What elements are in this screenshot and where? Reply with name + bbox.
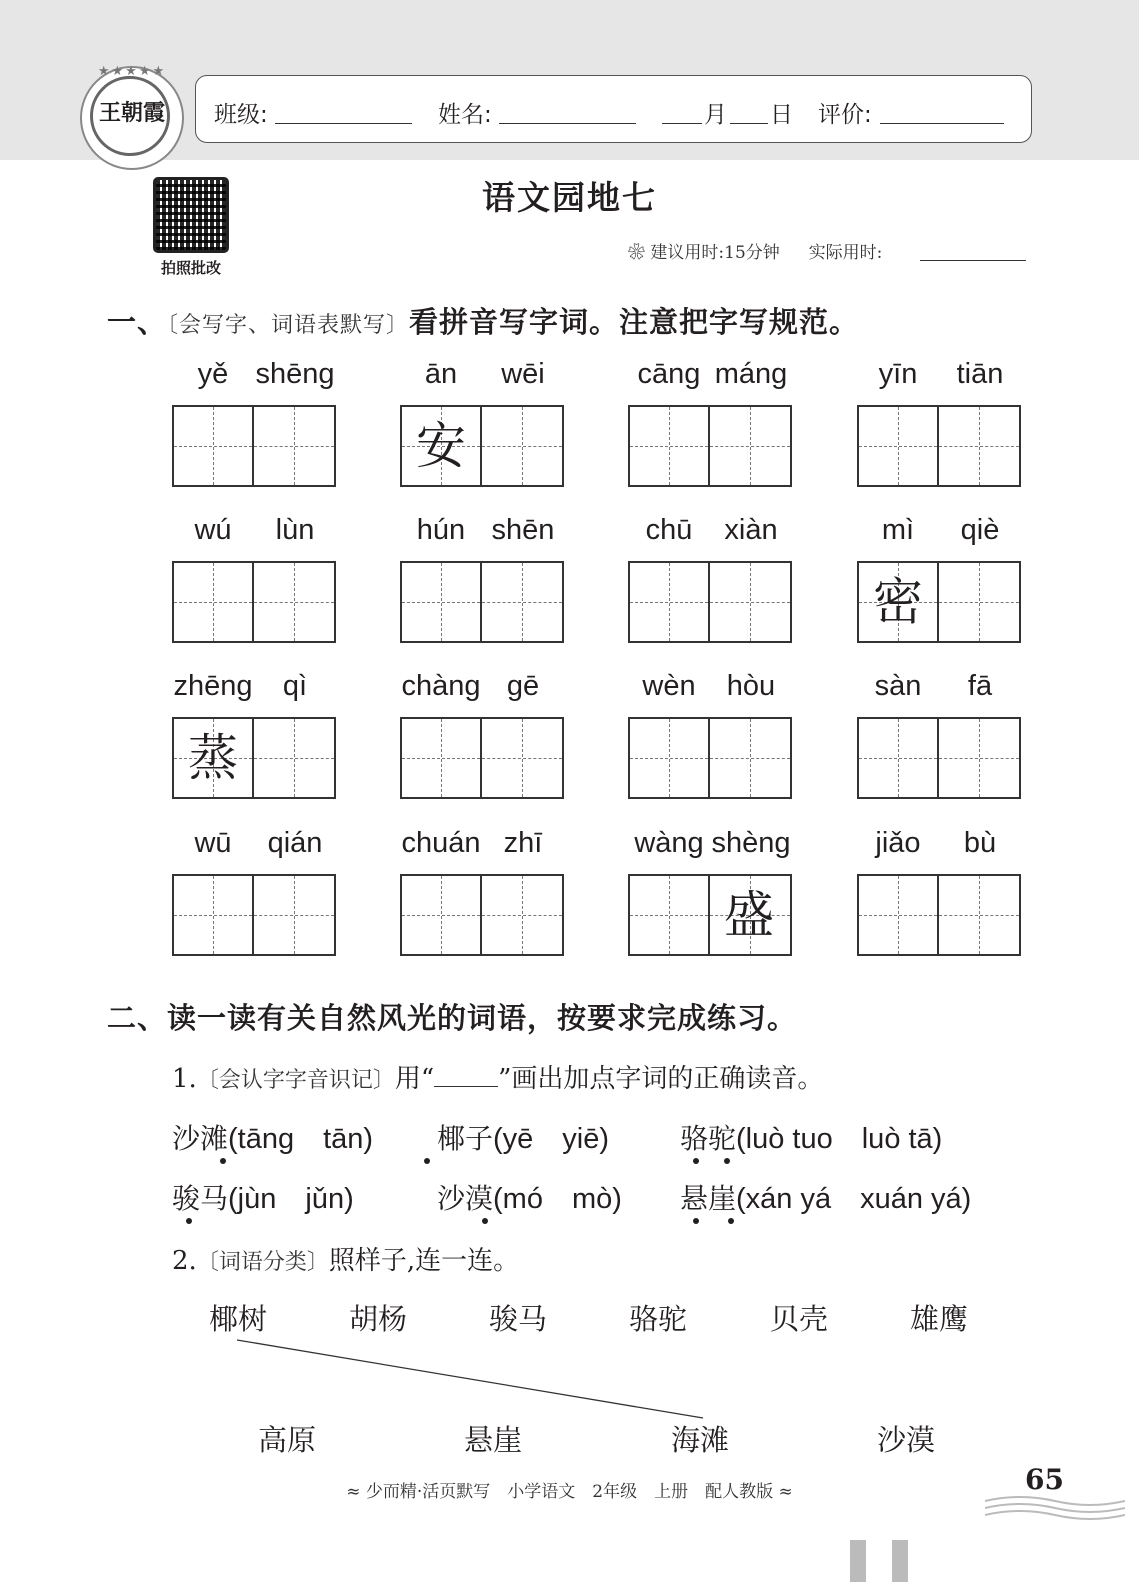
pinyin-label: wū [194,827,232,859]
pinyin-label: wēi [501,358,545,390]
match-bottom-word[interactable]: 沙漠 [876,1423,935,1457]
section2-number: 二、 [107,1001,168,1035]
match-top-word[interactable]: 骆驼 [628,1302,687,1336]
pinyin-label: ān [424,358,458,390]
pinyin-options[interactable]: (xán yá xuán yá) [736,1183,972,1215]
binding-mark [892,1540,908,1582]
pinyin-label: zhēng [173,670,253,702]
match-top-word[interactable]: 骏马 [488,1302,547,1336]
pinyin-label: shēn [491,514,555,546]
binding-mark [850,1540,866,1582]
pinyin-options[interactable]: (luò tuo luò tā) [736,1123,943,1155]
pinyin-label: lùn [275,514,315,546]
q2-tag: 〔词语分类〕 [196,1250,329,1275]
q1-text-b: ”画出加点字词的正确读音。 [498,1064,824,1094]
section2-instruction: 读一读有关自然风光的词语，按要求完成练习。 [167,1001,798,1035]
q1-tag: 〔会认字字音识记〕 [196,1068,395,1093]
pinyin-label: jiǎo [875,827,921,859]
page-title: 语文园地七 [482,178,657,217]
pinyin-label: fā [967,670,993,702]
q1-text-a: 用“ [394,1064,435,1094]
pinyin-label: qì [282,670,308,702]
pinyin-label: zhī [503,827,543,859]
pinyin-options[interactable]: (tāng tān) [228,1123,374,1155]
pinyin-label: shèng [711,827,791,859]
match-top-word[interactable]: 胡杨 [348,1302,407,1336]
q2-text: 照样子,连一连。 [328,1246,520,1276]
day-label: 日 [770,102,793,128]
flower-icon: ❀ [628,243,645,263]
pinyin-label: wú [194,514,232,546]
star-icon: ★★★★★ [97,64,167,79]
logo-text: 王朝霞 [98,100,165,126]
pinyin-options[interactable]: (jùn jǔn) [228,1183,354,1215]
pinyin-label: bù [963,827,997,859]
wave-decoration-icon [985,1493,1125,1523]
pinyin-label: shēng [255,358,335,390]
suggested-time: 建议用时:15分钟 [650,243,780,263]
section1-number: 一、 [107,305,168,339]
pinyin-label: hòu [726,670,776,702]
page-number: 65 [1025,1463,1064,1496]
pinyin-label: chuán [401,827,481,859]
pinyin-options[interactable]: (mó mò) [493,1183,622,1215]
class-label: 班级: [214,102,268,128]
month-label: 月 [704,102,727,128]
dotted-word: 椰子 [437,1122,494,1155]
pinyin-label: xiàn [724,514,778,546]
pinyin-label: qiè [960,514,1000,546]
pinyin-options[interactable]: (yē yiē) [493,1123,610,1155]
pinyin-label: tiān [956,358,1004,390]
dotted-word: 骆驼 [680,1122,737,1155]
given-character: 安 [416,417,466,475]
match-top-word[interactable]: 贝壳 [769,1302,828,1336]
given-character: 密 [873,573,923,631]
dotted-word: 沙漠 [437,1182,494,1215]
dotted-word: 悬崖 [680,1182,737,1215]
q2-number: 2. [172,1246,197,1276]
eval-label: 评价: [818,102,872,128]
footer-text: ≈ 少而精·活页默写 小学语文 2年级 上册 配人教版 ≈ [346,1482,793,1502]
match-top-word[interactable]: 雄鹰 [909,1302,968,1336]
dotted-word: 沙滩 [172,1122,229,1155]
match-top-word[interactable]: 椰树 [208,1302,267,1336]
pinyin-label: cāng [637,358,701,390]
q1-number: 1. [172,1064,197,1094]
pinyin-label: qián [267,827,323,859]
match-bottom-word[interactable]: 悬崖 [463,1423,522,1457]
pinyin-label: chū [645,514,693,546]
pinyin-label: wèn [642,670,696,702]
section1-tag: 〔会写字、词语表默写〕 [167,313,410,338]
pinyin-label: chàng [401,670,481,702]
pinyin-label: yīn [878,358,918,390]
pinyin-label: hún [416,514,466,546]
pinyin-label: yě [197,358,229,390]
pinyin-label: máng [714,358,788,390]
example-connector-line [237,1340,703,1418]
given-character: 盛 [724,886,774,944]
match-bottom-word[interactable]: 海滩 [670,1423,729,1457]
section1-instruction: 看拼音写字词。注意把字写规范。 [409,305,860,339]
pinyin-label: mì [881,514,915,546]
dotted-word: 骏马 [172,1182,229,1215]
actual-time-label: 实际用时: [808,243,883,263]
qr-label: 拍照批改 [160,259,221,277]
name-label: 姓名: [438,102,492,128]
pinyin-label: gē [506,670,540,702]
pinyin-label: sàn [874,670,922,702]
given-character: 蒸 [188,729,238,787]
match-bottom-word[interactable]: 高原 [257,1423,316,1457]
pinyin-label: wàng [634,827,704,859]
